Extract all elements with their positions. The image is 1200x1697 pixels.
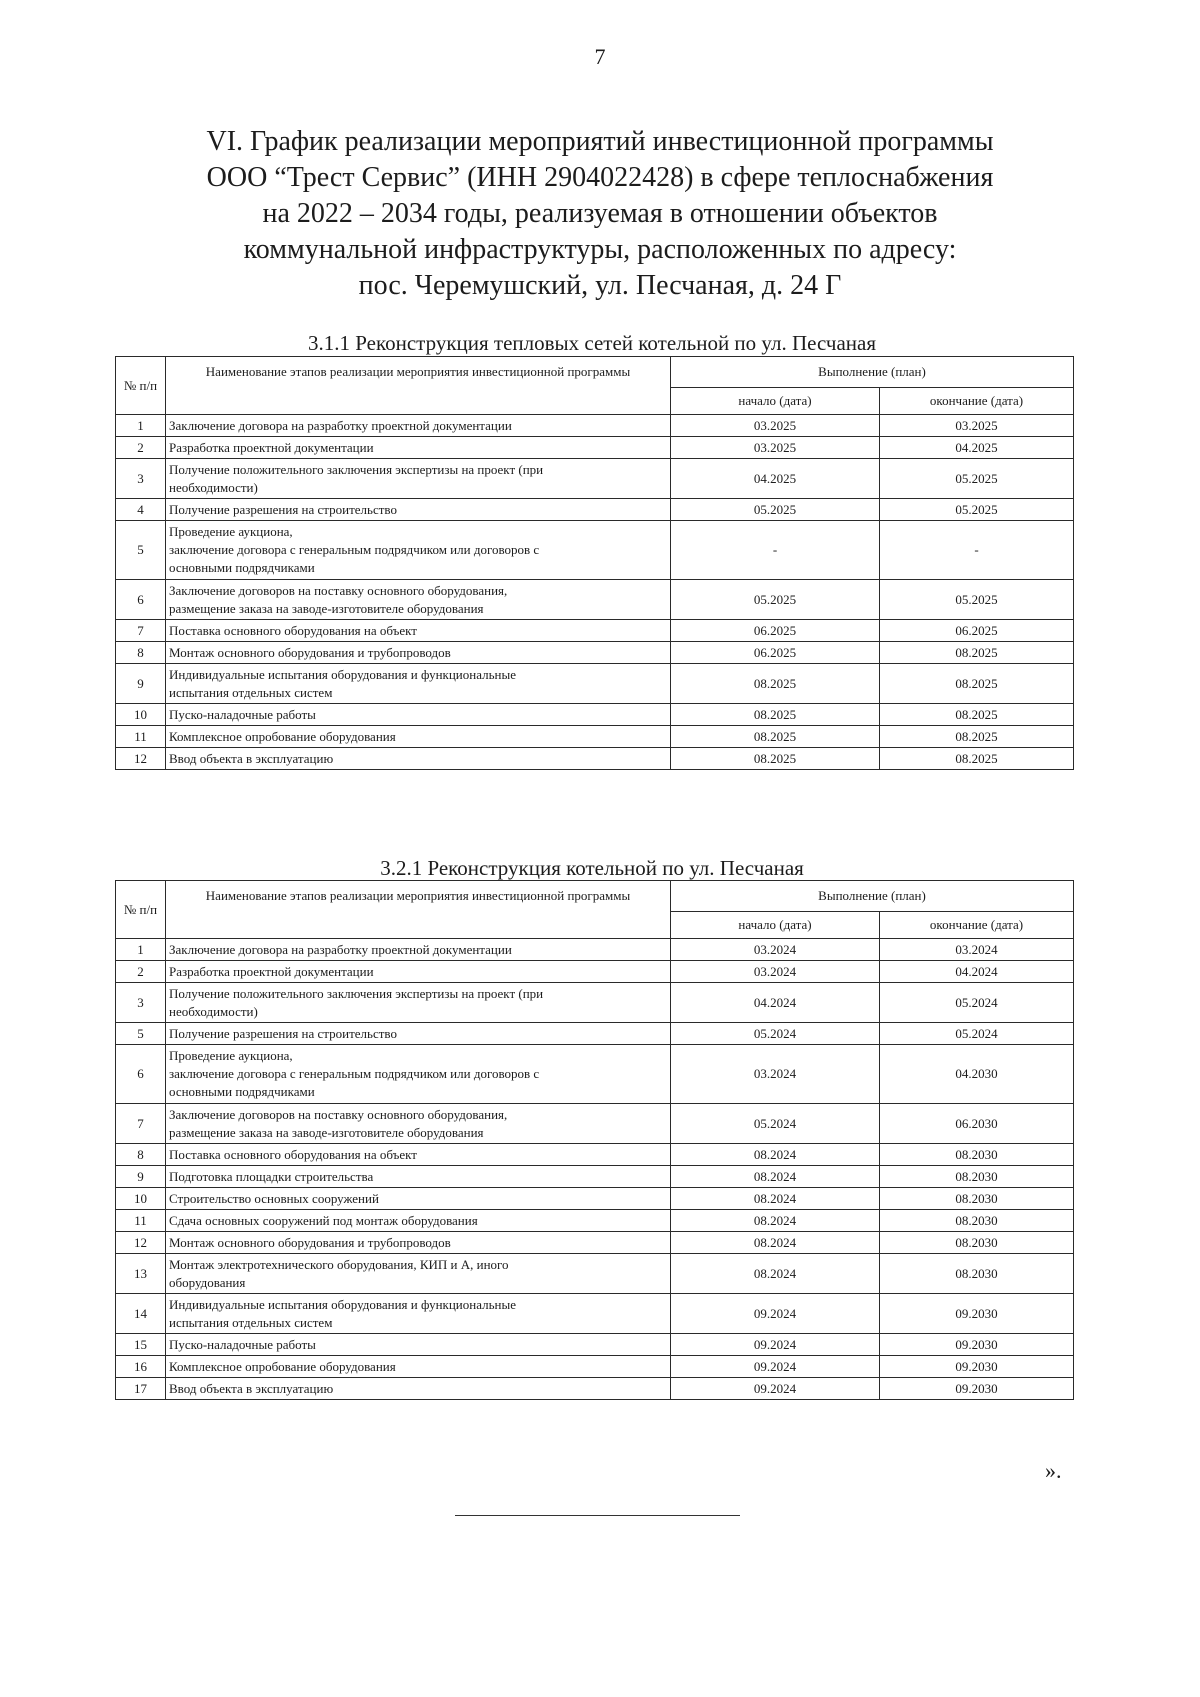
header-name: Наименование этапов реализации мероприятия инвестиционной программы <box>166 881 671 939</box>
row-start-date: 09.2024 <box>671 1378 880 1400</box>
row-start-date: 05.2025 <box>671 580 880 620</box>
document-title <box>140 124 1060 304</box>
row-end-date: 05.2025 <box>880 580 1074 620</box>
header-start: начало (дата) <box>671 388 880 415</box>
row-start-date: 06.2025 <box>671 642 880 664</box>
row-stage-name: Монтаж электротехнического оборудования, КИП и А, иного оборудования <box>166 1254 671 1294</box>
row-start-date: 08.2025 <box>671 726 880 748</box>
table-row <box>116 704 1074 726</box>
row-start-date: 08.2025 <box>671 704 880 726</box>
table-row <box>116 1104 1074 1144</box>
row-start-date: 08.2024 <box>671 1166 880 1188</box>
row-start-date: 03.2024 <box>671 961 880 983</box>
row-number: 8 <box>116 1144 166 1166</box>
row-start-date: 08.2024 <box>671 1232 880 1254</box>
row-stage-name: Монтаж основного оборудования и трубопроводов <box>166 1232 671 1254</box>
row-end-date: 08.2025 <box>880 748 1074 770</box>
row-stage-name: Подготовка площадки строительства <box>166 1166 671 1188</box>
row-end-date: - <box>880 521 1074 580</box>
row-stage-name: Индивидуальные испытания оборудования и функциональные испытания отдельных систем <box>166 664 671 704</box>
row-stage-name: Получение разрешения на строительство <box>166 1023 671 1045</box>
table-row <box>116 1356 1074 1378</box>
row-start-date: 08.2024 <box>671 1210 880 1232</box>
table-row <box>116 983 1074 1023</box>
row-end-date: 08.2030 <box>880 1166 1074 1188</box>
table-row <box>116 1334 1074 1356</box>
row-number: 6 <box>116 1045 166 1104</box>
row-number: 16 <box>116 1356 166 1378</box>
row-end-date: 08.2025 <box>880 642 1074 664</box>
row-stage-name: Получение положительного заключения экспертизы на проект (при необходимости) <box>166 983 671 1023</box>
row-start-date: 08.2024 <box>671 1188 880 1210</box>
row-number: 11 <box>116 726 166 748</box>
row-stage-name: Комплексное опробование оборудования <box>166 726 671 748</box>
table-row <box>116 1188 1074 1210</box>
table-row <box>116 1294 1074 1334</box>
schedule-table-1 <box>115 356 1074 770</box>
row-number: 2 <box>116 437 166 459</box>
row-stage-name: Заключение договоров на поставку основного оборудования, размещение заказа на заводе-изготовителе оборудования <box>166 1104 671 1144</box>
row-stage-name: Разработка проектной документации <box>166 961 671 983</box>
row-start-date: 03.2024 <box>671 1045 880 1104</box>
row-end-date: 08.2030 <box>880 1210 1074 1232</box>
header-execution: Выполнение (план) <box>671 357 1074 388</box>
row-start-date: 04.2025 <box>671 459 880 499</box>
row-number: 17 <box>116 1378 166 1400</box>
title-line: коммунальной инфраструктуры, расположенных по адресу: <box>243 234 957 265</box>
row-start-date: 04.2024 <box>671 983 880 1023</box>
row-end-date: 08.2030 <box>880 1254 1074 1294</box>
row-number: 4 <box>116 499 166 521</box>
row-end-date: 05.2025 <box>880 499 1074 521</box>
row-start-date: 08.2025 <box>671 664 880 704</box>
table-row <box>116 1045 1074 1104</box>
row-number: 10 <box>116 1188 166 1210</box>
title-line: ООО “Трест Сервис” (ИНН 2904022428) в сфере теплоснабжения <box>206 162 994 193</box>
row-stage-name: Индивидуальные испытания оборудования и функциональные испытания отдельных систем <box>166 1294 671 1334</box>
header-end: окончание (дата) <box>880 388 1074 415</box>
table-row <box>116 499 1074 521</box>
table-row <box>116 1210 1074 1232</box>
row-start-date: 03.2025 <box>671 415 880 437</box>
row-stage-name: Монтаж основного оборудования и трубопроводов <box>166 642 671 664</box>
row-stage-name: Заключение договоров на поставку основного оборудования, размещение заказа на заводе-изготовителе оборудования <box>166 580 671 620</box>
row-number: 8 <box>116 642 166 664</box>
row-end-date: 05.2024 <box>880 1023 1074 1045</box>
table-row <box>116 1023 1074 1045</box>
row-end-date: 03.2025 <box>880 415 1074 437</box>
row-number: 1 <box>116 415 166 437</box>
row-end-date: 06.2025 <box>880 620 1074 642</box>
row-end-date: 09.2030 <box>880 1294 1074 1334</box>
table-row <box>116 1232 1074 1254</box>
row-start-date: 09.2024 <box>671 1356 880 1378</box>
table-row <box>116 521 1074 580</box>
row-number: 3 <box>116 983 166 1023</box>
row-start-date: 05.2024 <box>671 1023 880 1045</box>
row-stage-name: Поставка основного оборудования на объект <box>166 1144 671 1166</box>
header-num: № п/п <box>116 881 166 939</box>
row-stage-name: Комплексное опробование оборудования <box>166 1356 671 1378</box>
row-start-date: 03.2024 <box>671 939 880 961</box>
row-stage-name: Поставка основного оборудования на объект <box>166 620 671 642</box>
row-end-date: 04.2024 <box>880 961 1074 983</box>
row-number: 12 <box>116 1232 166 1254</box>
header-start: начало (дата) <box>671 912 880 939</box>
table-row <box>116 1144 1074 1166</box>
row-start-date: 09.2024 <box>671 1334 880 1356</box>
table-row <box>116 939 1074 961</box>
row-stage-name: Проведение аукциона, заключение договора с генеральным подрядчиком или договоров с основными подрядчиками <box>166 1045 671 1104</box>
row-end-date: 03.2024 <box>880 939 1074 961</box>
row-number: 6 <box>116 580 166 620</box>
row-stage-name: Ввод объекта в эксплуатацию <box>166 1378 671 1400</box>
table-row <box>116 580 1074 620</box>
row-end-date: 08.2025 <box>880 704 1074 726</box>
row-end-date: 04.2025 <box>880 437 1074 459</box>
row-start-date: 08.2025 <box>671 748 880 770</box>
row-number: 7 <box>116 620 166 642</box>
table-row <box>116 620 1074 642</box>
row-number: 12 <box>116 748 166 770</box>
table-row <box>116 748 1074 770</box>
row-end-date: 08.2030 <box>880 1144 1074 1166</box>
schedule-table-2 <box>115 880 1074 1400</box>
row-number: 3 <box>116 459 166 499</box>
row-start-date: 06.2025 <box>671 620 880 642</box>
row-stage-name: Сдача основных сооружений под монтаж оборудования <box>166 1210 671 1232</box>
row-stage-name: Пуско-наладочные работы <box>166 704 671 726</box>
row-number: 14 <box>116 1294 166 1334</box>
row-number: 1 <box>116 939 166 961</box>
row-stage-name: Заключение договора на разработку проектной документации <box>166 415 671 437</box>
row-number: 2 <box>116 961 166 983</box>
row-end-date: 06.2030 <box>880 1104 1074 1144</box>
separator-line <box>455 1515 740 1516</box>
table-row <box>116 415 1074 437</box>
table-row <box>116 961 1074 983</box>
row-stage-name: Пуско-наладочные работы <box>166 1334 671 1356</box>
row-number: 5 <box>116 1023 166 1045</box>
row-start-date: 08.2024 <box>671 1144 880 1166</box>
title-line: на 2022 – 2034 годы, реализуемая в отношении объектов <box>262 198 938 229</box>
row-number: 13 <box>116 1254 166 1294</box>
row-start-date: 08.2024 <box>671 1254 880 1294</box>
row-end-date: 09.2030 <box>880 1334 1074 1356</box>
row-end-date: 09.2030 <box>880 1356 1074 1378</box>
row-stage-name: Разработка проектной документации <box>166 437 671 459</box>
row-end-date: 05.2024 <box>880 983 1074 1023</box>
row-start-date: 05.2025 <box>671 499 880 521</box>
table-row <box>116 664 1074 704</box>
row-number: 9 <box>116 1166 166 1188</box>
table-row <box>116 1378 1074 1400</box>
row-stage-name: Заключение договора на разработку проектной документации <box>166 939 671 961</box>
row-end-date: 04.2030 <box>880 1045 1074 1104</box>
row-stage-name: Строительство основных сооружений <box>166 1188 671 1210</box>
row-stage-name: Ввод объекта в эксплуатацию <box>166 748 671 770</box>
title-line: VI. График реализации мероприятий инвестиционной программы <box>206 126 994 157</box>
row-number: 7 <box>116 1104 166 1144</box>
row-start-date: - <box>671 521 880 580</box>
row-number: 10 <box>116 704 166 726</box>
row-end-date: 08.2025 <box>880 726 1074 748</box>
row-end-date: 08.2030 <box>880 1188 1074 1210</box>
row-end-date: 05.2025 <box>880 459 1074 499</box>
row-number: 15 <box>116 1334 166 1356</box>
row-end-date: 09.2030 <box>880 1378 1074 1400</box>
header-execution: Выполнение (план) <box>671 881 1074 912</box>
table-row <box>116 1166 1074 1188</box>
row-number: 9 <box>116 664 166 704</box>
row-start-date: 05.2024 <box>671 1104 880 1144</box>
table-row <box>116 1254 1074 1294</box>
table-row <box>116 459 1074 499</box>
row-end-date: 08.2030 <box>880 1232 1074 1254</box>
row-stage-name: Проведение аукциона, заключение договора с генеральным подрядчиком или договоров с основными подрядчиками <box>166 521 671 580</box>
table-row <box>116 726 1074 748</box>
row-start-date: 09.2024 <box>671 1294 880 1334</box>
table-1-title: 3.1.1 Реконструкция тепловых сетей котельной по ул. Песчаная <box>308 331 876 355</box>
page-number: 7 <box>594 44 606 69</box>
table-2-title: 3.2.1 Реконструкция котельной по ул. Песчаная <box>380 856 804 880</box>
row-number: 5 <box>116 521 166 580</box>
row-stage-name: Получение разрешения на строительство <box>166 499 671 521</box>
header-num: № п/п <box>116 357 166 415</box>
closing-quote: ». <box>1045 1458 1062 1483</box>
row-end-date: 08.2025 <box>880 664 1074 704</box>
row-stage-name: Получение положительного заключения экспертизы на проект (при необходимости) <box>166 459 671 499</box>
row-number: 11 <box>116 1210 166 1232</box>
title-line: пос. Черемушский, ул. Песчаная, д. 24 Г <box>358 270 842 301</box>
table-row <box>116 437 1074 459</box>
row-start-date: 03.2025 <box>671 437 880 459</box>
header-name: Наименование этапов реализации мероприятия инвестиционной программы <box>166 357 671 415</box>
table-row <box>116 642 1074 664</box>
header-end: окончание (дата) <box>880 912 1074 939</box>
